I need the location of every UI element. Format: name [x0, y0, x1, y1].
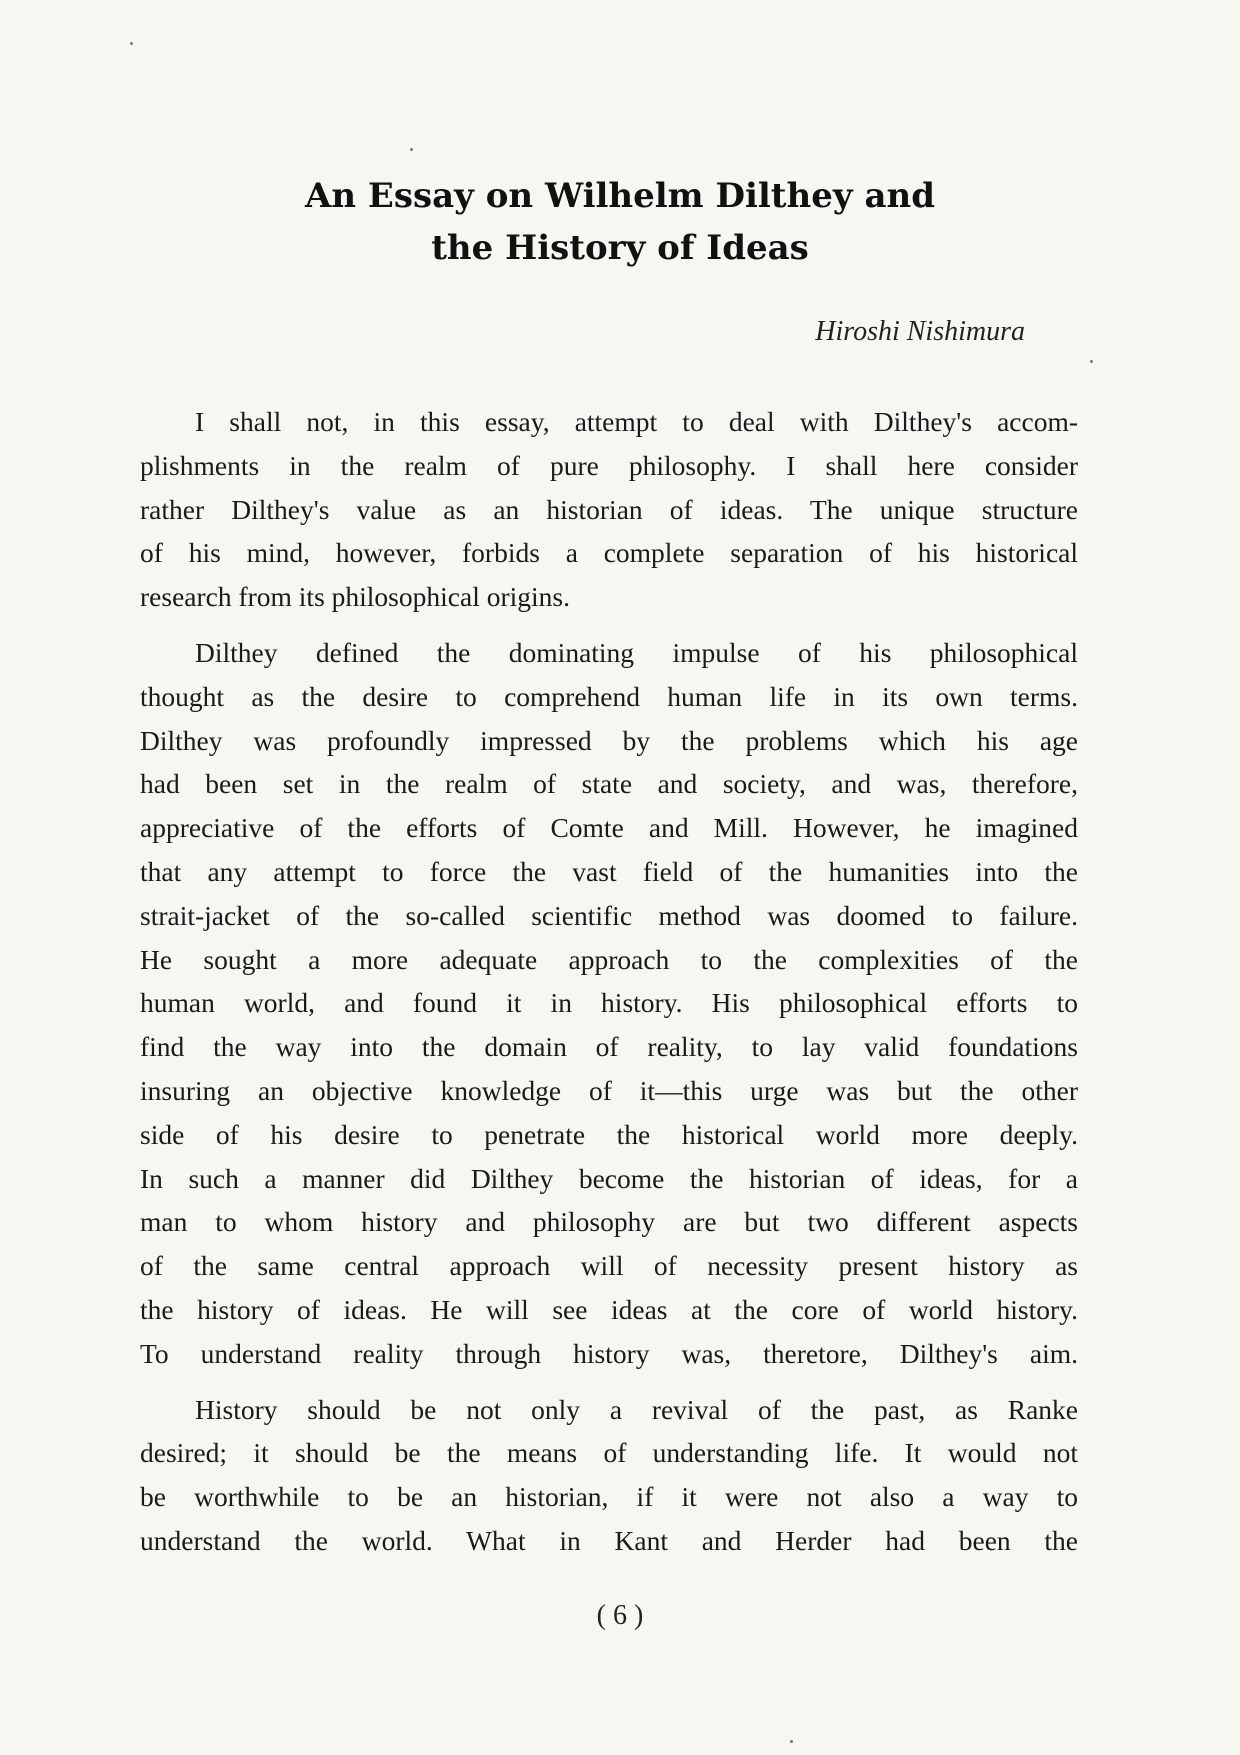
text-line: To understand reality through history was, theretore, Dilthey's aim.	[140, 1337, 1078, 1369]
page-number: ( 6 )	[596, 1600, 644, 1631]
text-line: be worthwhile to be an historian, if it were not also a way to	[140, 1481, 1078, 1513]
title-line: the History of Ideas	[431, 228, 809, 268]
text-line: rather Dilthey's value as an historian of ideas. The unique structure	[140, 493, 1078, 525]
text-line: man to whom history and philosophy are but two different aspects	[140, 1206, 1078, 1238]
text-line: plishments in the realm of pure philosophy. I shall here consider	[140, 449, 1078, 481]
scan-speck	[130, 42, 133, 45]
text-line: find the way into the domain of reality, to lay valid foundations	[140, 1031, 1078, 1063]
essay-title	[0, 170, 1240, 274]
text-line: the history of ideas. He will see ideas at the core of world history.	[140, 1293, 1078, 1325]
text-line: desired; it should be the means of understanding life. It would not	[140, 1437, 1078, 1469]
text-line: side of his desire to penetrate the historical world more deeply.	[140, 1118, 1078, 1150]
text-line: understand the world. What in Kant and Herder had been the	[140, 1524, 1078, 1556]
text-line: of his mind, however, forbids a complete separation of his historical	[140, 537, 1078, 569]
scan-speck	[790, 1740, 793, 1743]
text-line: He sought a more adequate approach to the complexities of the	[140, 943, 1078, 975]
text-line: I shall not, in this essay, attempt to deal with Dilthey's accom-	[195, 406, 1078, 437]
paragraph	[140, 1388, 1078, 1563]
text-line: strait-jacket of the so-called scientific method was doomed to failure.	[140, 899, 1078, 931]
paragraph	[140, 400, 1078, 619]
text-line: Dilthey defined the dominating impulse of his philosophical	[195, 636, 1078, 668]
essay-body	[140, 400, 1078, 1575]
text-line: appreciative of the efforts of Comte and Mill. However, he imagined	[140, 812, 1078, 844]
author-name: Hiroshi Nishimura	[815, 316, 1025, 347]
scan-speck	[410, 148, 413, 151]
scan-speck	[1090, 360, 1093, 363]
text-line: History should be not only a revival of the past, as Ranke	[195, 1393, 1078, 1425]
title-line: An Essay on Wilhelm Dilthey and	[305, 176, 935, 216]
text-line: In such a manner did Dilthey become the historian of ideas, for a	[140, 1162, 1078, 1194]
text-line: research from its philosophical origins.	[140, 581, 570, 613]
text-line: of the same central approach will of necessity present history as	[140, 1250, 1078, 1282]
text-line: human world, and found it in history. His philosophical efforts to	[140, 987, 1078, 1019]
paragraph	[140, 631, 1078, 1376]
text-line: that any attempt to force the vast field of the humanities into the	[140, 855, 1078, 887]
text-line: had been set in the realm of state and society, and was, therefore,	[140, 768, 1078, 800]
text-line: insuring an objective knowledge of it—this urge was but the other	[140, 1074, 1078, 1106]
text-line: Dilthey was profoundly impressed by the problems which his age	[140, 724, 1078, 756]
text-line: thought as the desire to comprehend human life in its own terms.	[140, 680, 1078, 712]
